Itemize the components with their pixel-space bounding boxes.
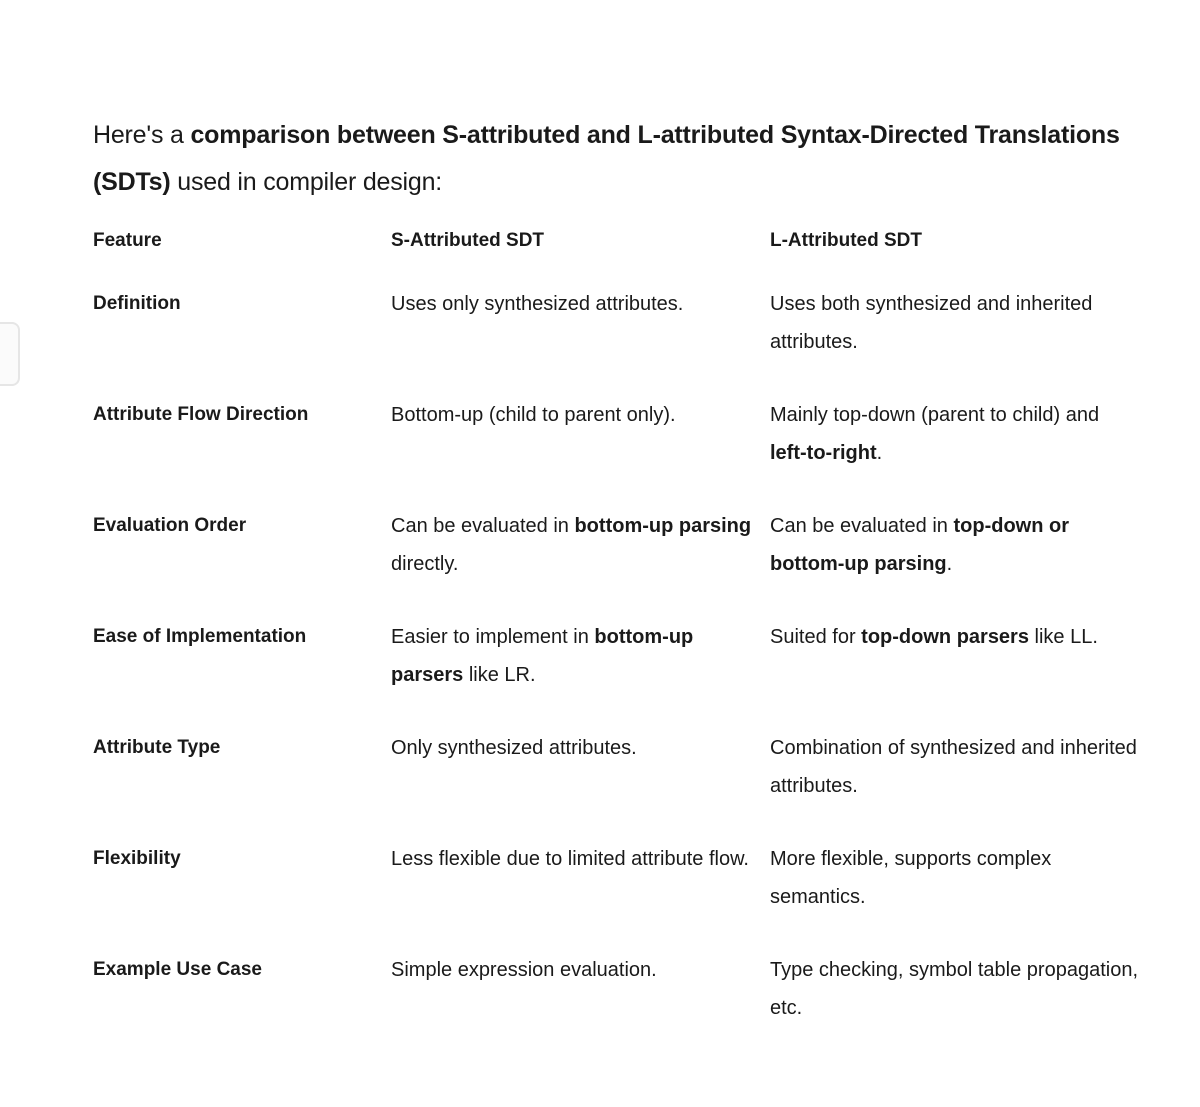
text: Bottom-up (child to parent only). [391,404,676,426]
feature-cell: Attribute Type [93,737,221,758]
text: Suited for [770,626,862,648]
comparison-table [93,222,1153,1062]
intro-paragraph [93,112,1153,206]
l-attributed-cell [770,396,1153,507]
l-attributed-cell [770,840,1153,951]
text: Uses both synthesized and inherited attributes. [770,293,1093,353]
text: Uses only synthesized attributes. [391,293,684,315]
l-attributed-cell [770,729,1153,840]
feature-cell: Attribute Flow Direction [93,404,309,425]
header-l-attributed: L-Attributed SDT [770,230,922,251]
feature-cell: Ease of Implementation [93,626,307,647]
text: Less flexible due to limited attribute flow. [391,848,749,870]
text: . [946,553,953,575]
bold-text: bottom-up parsing [574,515,752,537]
table-row [93,396,1153,507]
left-edge-tab [0,322,20,386]
bold-text: left-to-right [770,442,877,464]
table-body [93,285,1153,1062]
intro-prefix: Here's a [93,121,191,149]
l-attributed-cell [770,507,1153,618]
text: Type checking, symbol table propagation, etc. [770,959,1138,1019]
text: Can be evaluated in [391,515,575,537]
s-attributed-cell [391,729,770,840]
l-attributed-cell [770,285,1153,396]
table-header-row [93,222,1153,285]
s-attributed-cell [391,507,770,618]
table-row [93,507,1153,618]
text: directly. [391,553,459,575]
header-s-attributed: S-Attributed SDT [391,230,545,251]
table-row [93,285,1153,396]
intro-bold: comparison between S-attributed and L-attributed Syntax-Directed Translations (SDTs) [93,121,1120,196]
text: Mainly top-down (parent to child) and [770,404,1100,426]
table-row [93,729,1153,840]
table-row [93,840,1153,951]
s-attributed-cell [391,618,770,729]
text: Only synthesized attributes. [391,737,637,759]
text: Combination of synthesized and inherited attributes. [770,737,1137,797]
table-row [93,618,1153,729]
text: . [876,442,883,464]
bold-text: top-down parsers [861,626,1029,648]
text: Can be evaluated in [770,515,954,537]
s-attributed-cell [391,840,770,951]
s-attributed-cell [391,396,770,507]
text: like LL. [1028,626,1098,648]
feature-cell: Evaluation Order [93,515,247,536]
s-attributed-cell [391,951,770,1062]
l-attributed-cell [770,951,1153,1062]
text: Simple expression evaluation. [391,959,657,981]
text: More flexible, supports complex semantics. [770,848,1052,908]
feature-cell: Definition [93,293,181,314]
feature-cell: Example Use Case [93,959,262,980]
text: like LR. [463,664,536,686]
feature-cell: Flexibility [93,848,181,869]
s-attributed-cell [391,285,770,396]
bold-text: top-down or bottom-up parsing [770,515,1069,575]
intro-suffix: used in compiler design: [170,168,443,196]
bold-text: bottom-up parsers [391,626,694,686]
l-attributed-cell [770,618,1153,729]
text: Easier to implement in [391,626,595,648]
header-feature: Feature [93,230,162,251]
table-row [93,951,1153,1062]
